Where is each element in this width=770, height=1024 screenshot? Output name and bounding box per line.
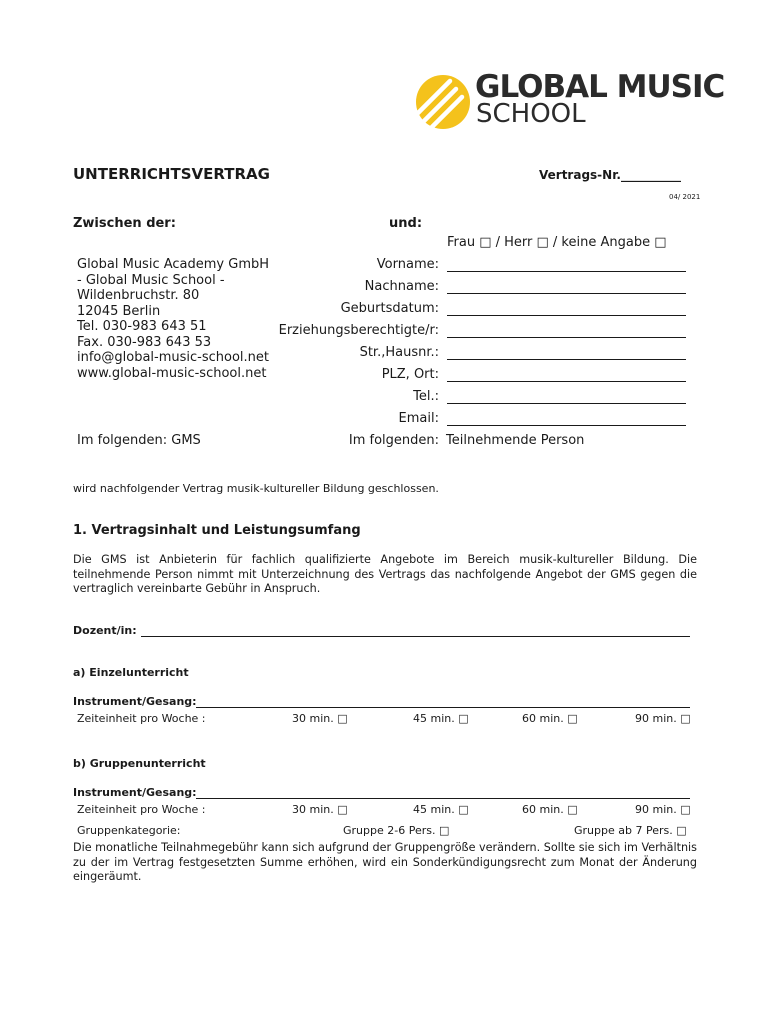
gms-address-line: Fax. 030-983 643 53	[77, 335, 212, 350]
gms-address-line: Global Music Academy GmbH	[77, 257, 270, 272]
participant-reference-prefix: Im folgenden:	[348, 433, 439, 448]
gms-address-line: - Global Music School -	[77, 273, 225, 288]
field-line-email[interactable]	[447, 425, 686, 426]
individual-heading: a) Einzelunterricht	[73, 666, 189, 679]
field-line-strasse[interactable]	[447, 359, 686, 360]
group-heading: b) Gruppenunterricht	[73, 757, 206, 770]
group-category-2-6[interactable]: Gruppe 2-6 Pers. □	[343, 824, 450, 837]
field-line-vorname[interactable]	[447, 271, 686, 272]
global-music-school-logo-mark	[414, 73, 472, 131]
gms-short-reference: Im folgenden: GMS	[77, 433, 201, 448]
individual-option-45[interactable]: 45 min. □	[413, 712, 469, 725]
field-label-tel: Tel.:	[413, 389, 439, 404]
and-label: und:	[389, 216, 423, 231]
field-label-nachname: Nachname:	[364, 279, 439, 294]
document-title: UNTERRICHTSVERTRAG	[73, 165, 270, 183]
group-category-7-plus[interactable]: Gruppe ab 7 Pers. □	[574, 824, 687, 837]
participant-reference-value: Teilnehmende Person	[446, 433, 585, 448]
field-label-vorname: Vorname:	[376, 257, 439, 272]
group-option-90[interactable]: 90 min. □	[635, 803, 691, 816]
individual-time-label: Zeiteinheit pro Woche :	[77, 712, 206, 725]
field-label-plz-ort: PLZ, Ort:	[381, 367, 439, 382]
field-line-erziehungsberechtigte[interactable]	[447, 337, 686, 338]
gms-website: www.global-music-school.net	[77, 366, 267, 381]
individual-option-60[interactable]: 60 min. □	[522, 712, 578, 725]
individual-instrument-line[interactable]	[196, 707, 690, 708]
section-1-paragraph: Die GMS ist Anbieterin für fachlich qualifizierte Angebote im Bereich musik-kultureller Bildung. Die teilnehmende Person nimmt mit Unterzeichnung des Vertrags das nachfolgende Angebot der GMS gegen die vertraglich vereinbarte Gebühr in Anspruch.	[73, 553, 697, 595]
field-line-tel[interactable]	[447, 403, 686, 404]
field-line-geburtsdatum[interactable]	[447, 315, 686, 316]
field-label-email: Email:	[398, 411, 439, 426]
gms-address-line: Tel. 030-983 643 51	[77, 319, 207, 334]
group-instrument-label: Instrument/Gesang:	[73, 786, 197, 799]
individual-option-90[interactable]: 90 min. □	[635, 712, 691, 725]
section-1-heading: 1. Vertragsinhalt und Leistungsumfang	[73, 523, 361, 538]
group-option-45[interactable]: 45 min. □	[413, 803, 469, 816]
group-category-label: Gruppenkategorie:	[77, 824, 181, 837]
form-version: 04/ 2021	[669, 193, 701, 201]
individual-option-30[interactable]: 30 min. □	[292, 712, 348, 725]
group-instrument-line[interactable]	[196, 798, 690, 799]
field-line-plz-ort[interactable]	[447, 381, 686, 382]
gms-address-line: 12045 Berlin	[77, 304, 161, 319]
logo-text-global-music: GLOBAL MUSIC	[475, 69, 725, 105]
group-option-60[interactable]: 60 min. □	[522, 803, 578, 816]
individual-instrument-label: Instrument/Gesang:	[73, 695, 197, 708]
teacher-field-line[interactable]	[141, 636, 690, 637]
group-option-30[interactable]: 30 min. □	[292, 803, 348, 816]
gms-address-line: Wildenbruchstr. 80	[77, 288, 200, 303]
field-label-strasse: Str.,Hausnr.:	[359, 345, 439, 360]
field-line-nachname[interactable]	[447, 293, 686, 294]
gms-email: info@global-music-school.net	[77, 350, 269, 365]
contract-number-label: Vertrags-Nr.__________	[539, 168, 681, 182]
group-time-label: Zeiteinheit pro Woche :	[77, 803, 206, 816]
salutation-checkboxes[interactable]: Frau □ / Herr □ / keine Angabe □	[447, 235, 667, 250]
teacher-label: Dozent/in:	[73, 624, 137, 637]
group-fee-note: Die monatliche Teilnahmegebühr kann sich aufgrund der Gruppengröße verändern. Sollte sie sich im Verhältnis zu der im Vertrag festgesetzten Summe erhöhen, wird ein Sonderkündigungsrecht zum Monat der Änderung eingeräumt.	[73, 841, 697, 883]
intro-sentence: wird nachfolgender Vertrag musik-kultureller Bildung geschlossen.	[73, 482, 439, 495]
field-label-geburtsdatum: Geburtsdatum:	[340, 301, 439, 316]
field-label-erziehungsberechtigte: Erziehungsberechtigte/r:	[278, 323, 439, 338]
logo-text-school: SCHOOL	[476, 99, 586, 129]
between-label: Zwischen der:	[73, 216, 176, 231]
